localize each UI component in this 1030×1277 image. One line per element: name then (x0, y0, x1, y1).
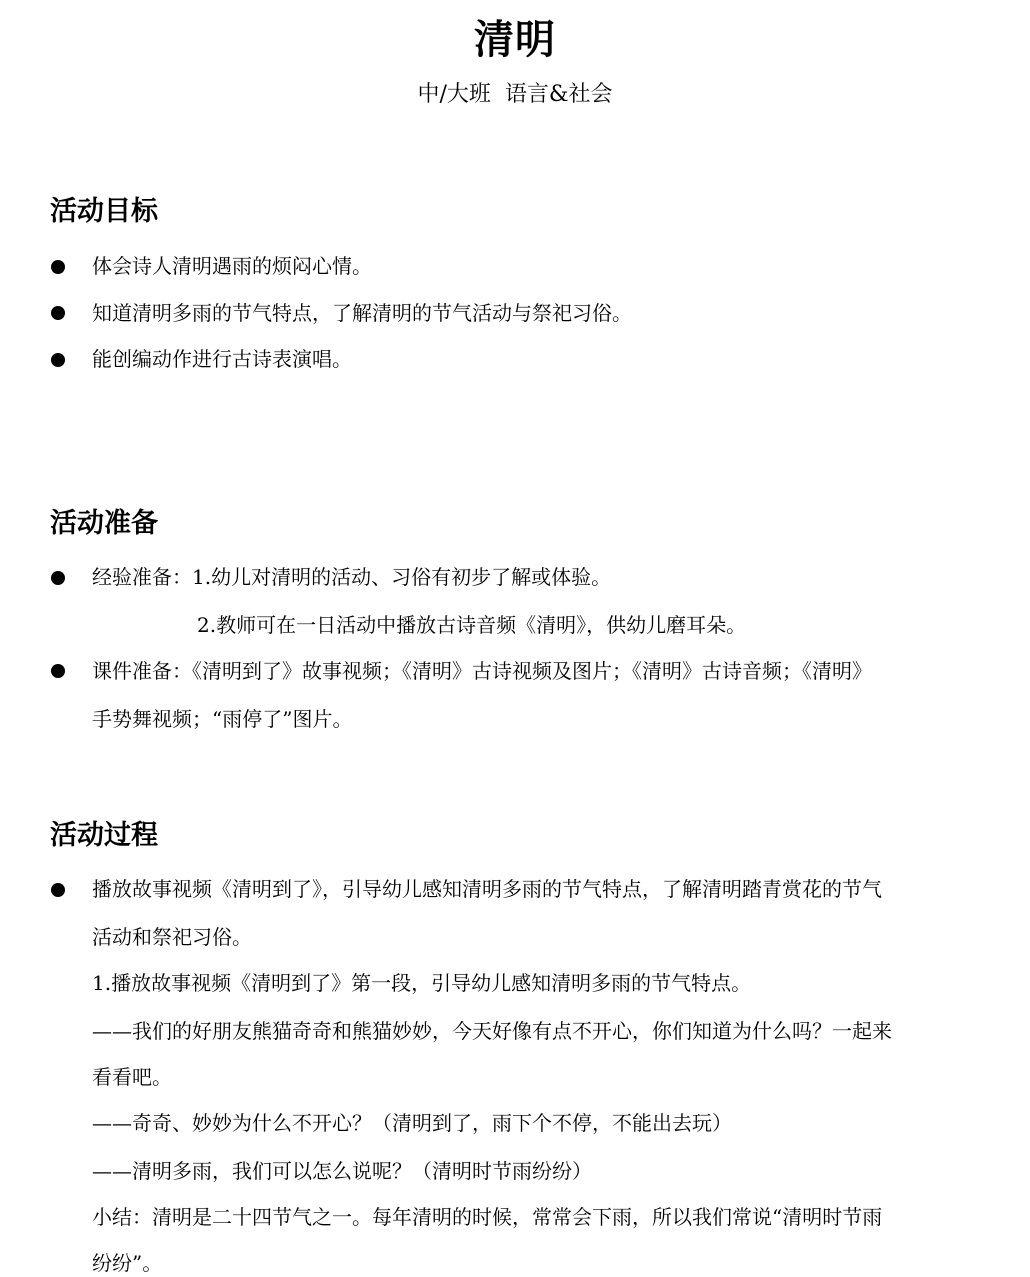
process-line: 1.播放故事视频《清明到了》第一段，引导幼儿感知清明多雨的节气特点。 (92, 971, 752, 995)
bullet-dot (51, 571, 65, 585)
bullet-dot (51, 664, 65, 678)
bullet-dot (51, 883, 65, 897)
bullet-dot (51, 260, 65, 274)
section-heading-preparation: 活动准备 (50, 508, 158, 539)
goal-item: 知道清明多雨的节气特点，了解清明的节气活动与祭祀习俗。 (92, 301, 632, 325)
preparation-item-continued: 2.教师可在一日活动中播放古诗音频《清明》，供幼儿磨耳朵。 (197, 613, 747, 637)
bullet-dot (51, 353, 65, 367)
process-line: 看看吧。 (92, 1065, 172, 1089)
goal-item: 能创编动作进行古诗表演唱。 (92, 347, 352, 371)
section-heading-process: 活动过程 (50, 820, 158, 851)
page-title: 清明 (474, 17, 556, 63)
preparation-item: 经验准备：1.幼儿对清明的活动、习俗有初步了解或体验。 (92, 565, 612, 589)
preparation-item-continued: 手势舞视频；“雨停了”图片。 (92, 707, 353, 731)
goal-item: 体会诗人清明遇雨的烦闷心情。 (92, 254, 372, 278)
bullet-dot (51, 306, 65, 320)
process-line: ——我们的好朋友熊猫奇奇和熊猫妙妙，今天好像有点不开心，你们知道为什么吗？一起来 (92, 1019, 892, 1043)
process-line: ——奇奇、妙妙为什么不开心？（清明到了，雨下个不停，不能出去玩） (92, 1111, 732, 1135)
process-line: 纷纷”。 (92, 1251, 163, 1275)
process-item: 播放故事视频《清明到了》，引导幼儿感知清明多雨的节气特点，了解清明踏青赏花的节气 (92, 877, 882, 901)
section-heading-goals: 活动目标 (50, 196, 158, 227)
process-line: 活动和祭祀习俗。 (92, 925, 252, 949)
process-line: ——清明多雨，我们可以怎么说呢？（清明时节雨纷纷） (92, 1159, 592, 1183)
preparation-item: 课件准备：《清明到了》故事视频；《清明》古诗视频及图片；《清明》古诗音频；《清明》 (92, 659, 872, 683)
process-line: 小结：清明是二十四节气之一。每年清明的时候，常常会下雨，所以我们常说“清明时节雨 (92, 1205, 883, 1229)
page-subtitle: 中/大班 语言&社会 (417, 82, 613, 107)
